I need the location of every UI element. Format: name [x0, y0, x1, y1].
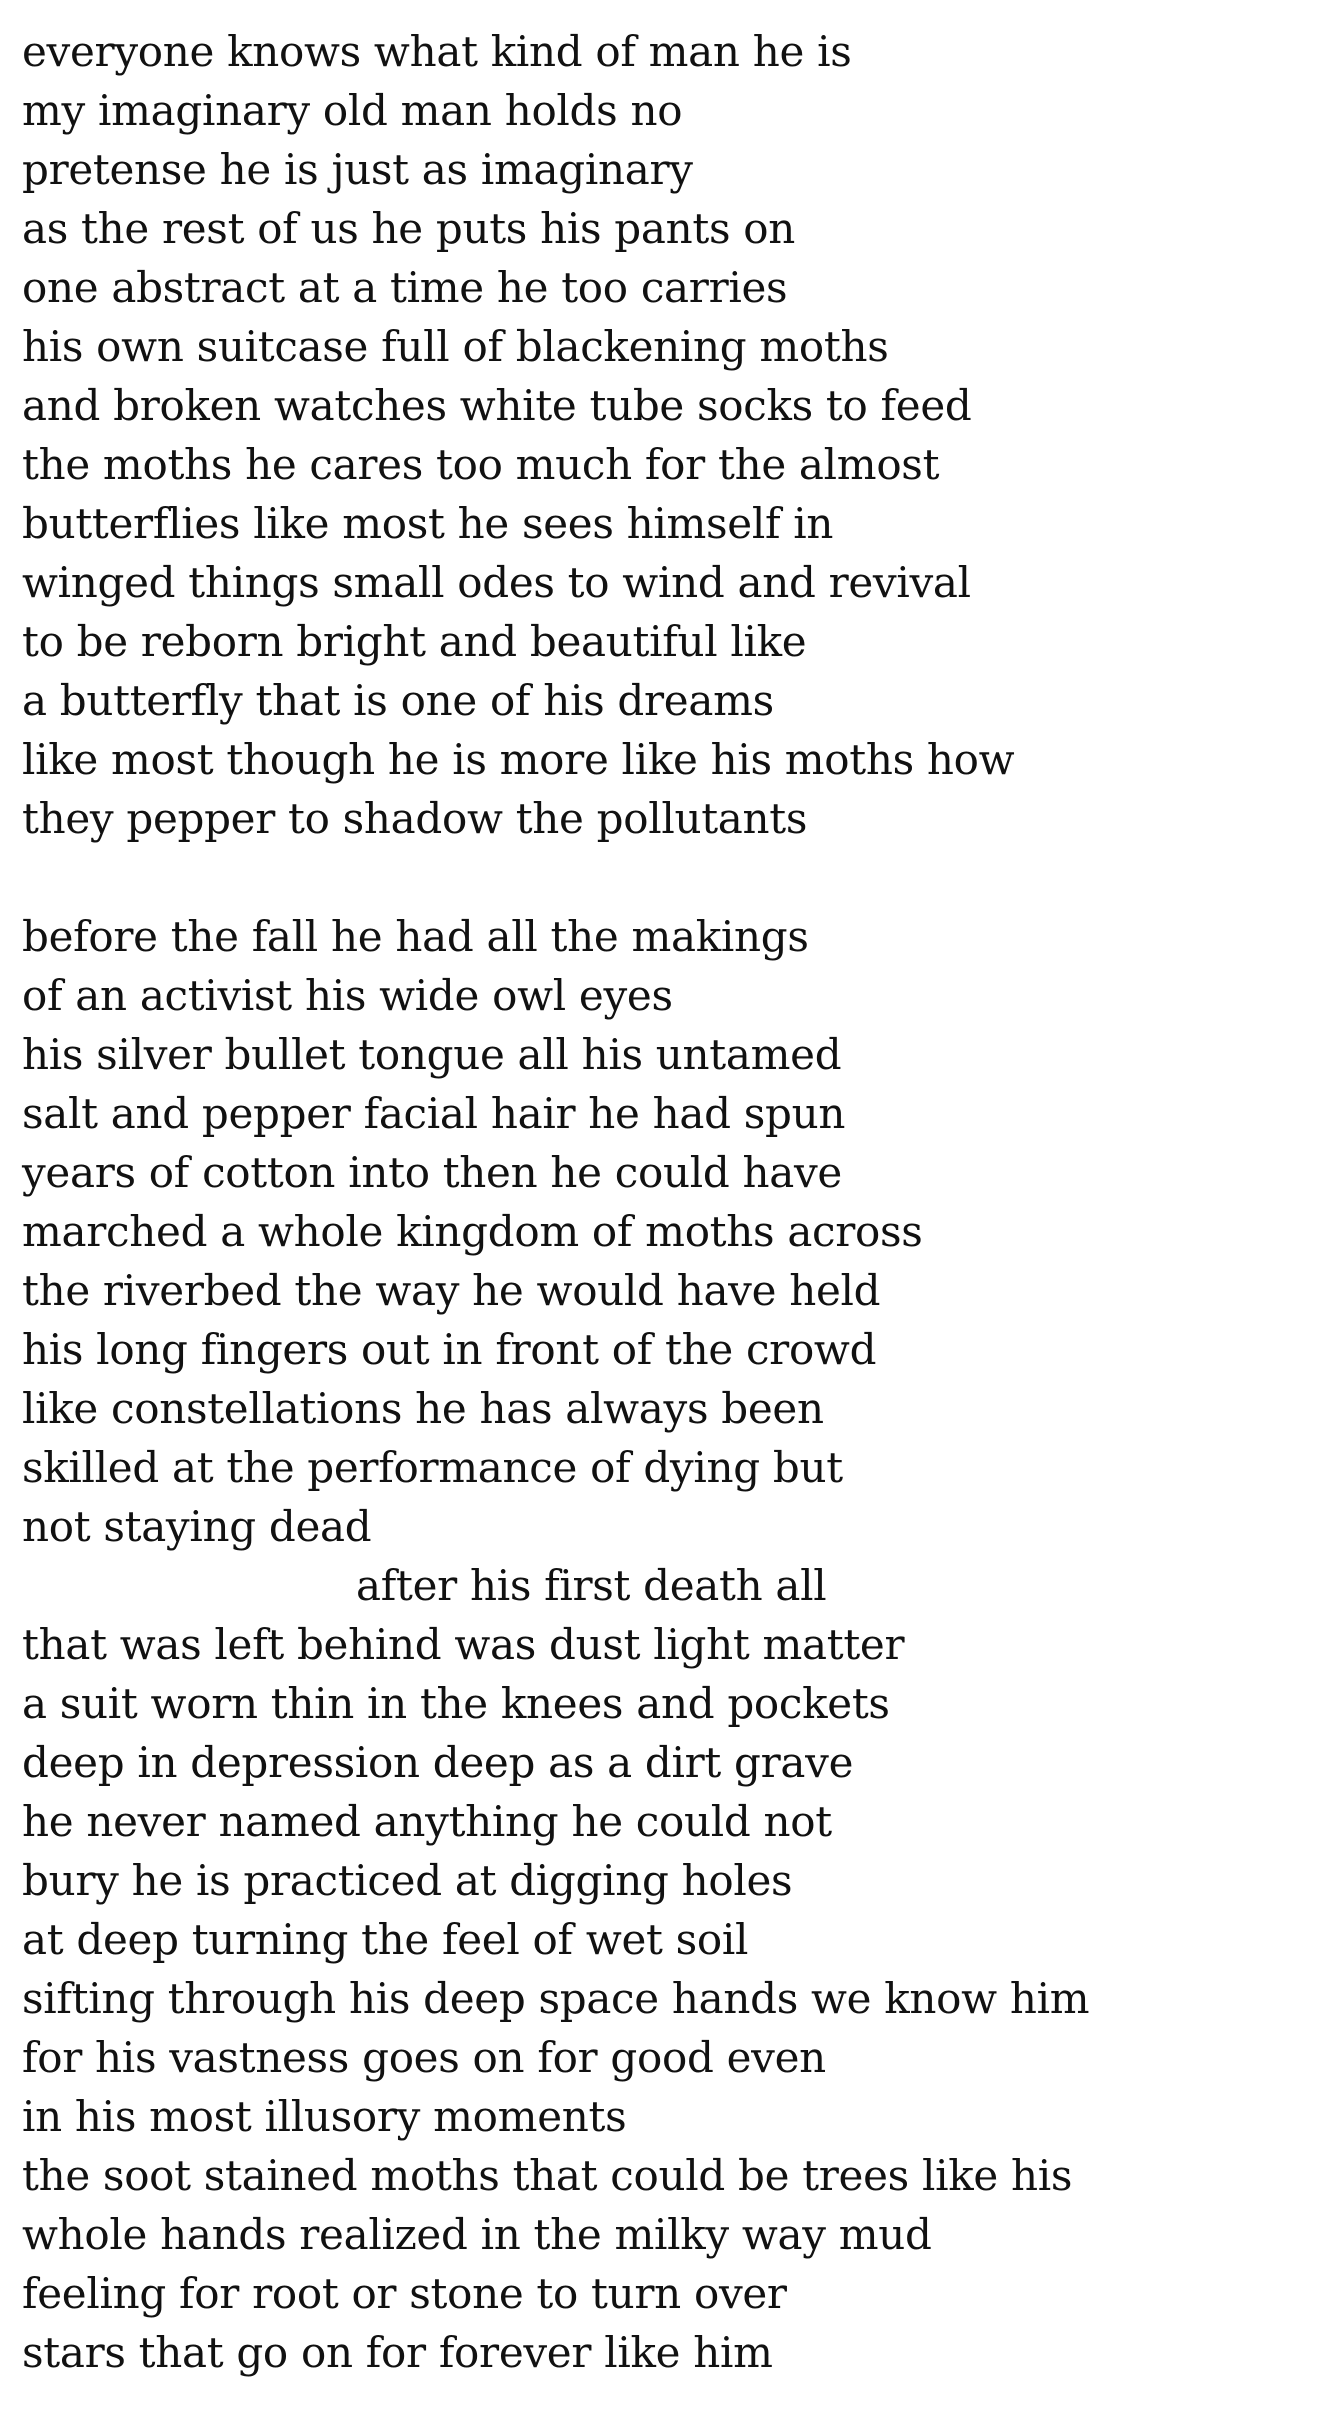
poem-line: the moths he cares too much for the almost: [22, 440, 940, 489]
poem-line: everyone knows what kind of man he is: [22, 27, 852, 76]
poem-line: marched a whole kingdom of moths across: [22, 1207, 923, 1256]
poem-line: that was left behind was dust light matter: [22, 1620, 905, 1669]
poem-line: skilled at the performance of dying but: [22, 1443, 843, 1492]
poem-line: feeling for root or stone to turn over: [22, 2269, 787, 2318]
poem-line: winged things small odes to wind and revival: [22, 558, 971, 607]
poem-line: his silver bullet tongue all his untamed: [22, 1030, 842, 1079]
poem-line: and broken watches white tube socks to feed: [22, 381, 972, 430]
poem-line: deep in depression deep as a dirt grave: [22, 1738, 854, 1787]
poem-line: he never named anything he could not: [22, 1797, 832, 1846]
poem-line: at deep turning the feel of wet soil: [22, 1915, 749, 1964]
poem-line: they pepper to shadow the pollutants: [22, 794, 808, 843]
poem-line: his own suitcase full of blackening moths: [22, 322, 889, 371]
poem-line: butterflies like most he sees himself in: [22, 499, 834, 548]
poem-body: [22, 22, 1302, 2382]
poem-line: like constellations he has always been: [22, 1384, 824, 1433]
poem-line: as the rest of us he puts his pants on: [22, 204, 795, 253]
poem-line: to be reborn bright and beautiful like: [22, 617, 807, 666]
poem-line: the riverbed the way he would have held: [22, 1266, 881, 1315]
stanza-2: [22, 907, 1302, 2382]
poem-line: not staying dead: [22, 1502, 372, 1551]
poem-line: his long fingers out in front of the crowd: [22, 1325, 877, 1374]
poem-line: salt and pepper facial hair he had spun: [22, 1089, 846, 1138]
poem-line: bury he is practiced at digging holes: [22, 1856, 793, 1905]
poem-line: years of cotton into then he could have: [22, 1148, 842, 1197]
poem-line: the soot stained moths that could be trees like his: [22, 2151, 1073, 2200]
poem-line: one abstract at a time he too carries: [22, 263, 788, 312]
poem-line-indented: after his first death all: [356, 1561, 827, 1610]
stanza-1: [22, 22, 1302, 848]
poem-line: stars that go on for forever like him: [22, 2328, 773, 2377]
poem-line: a suit worn thin in the knees and pockets: [22, 1679, 890, 1728]
poem-line: a butterfly that is one of his dreams: [22, 676, 774, 725]
poem-line: of an activist his wide owl eyes: [22, 971, 673, 1020]
poem-line: pretense he is just as imaginary: [22, 145, 693, 194]
poem-line: my imaginary old man holds no: [22, 86, 683, 135]
poem-line: before the fall he had all the makings: [22, 912, 809, 961]
poem-line: in his most illusory moments: [22, 2092, 627, 2141]
poem-line: for his vastness goes on for good even: [22, 2033, 826, 2082]
poem-line: whole hands realized in the milky way mud: [22, 2210, 932, 2259]
poem-line: like most though he is more like his moths how: [22, 735, 1015, 784]
poem-line: sifting through his deep space hands we know him: [22, 1974, 1090, 2023]
